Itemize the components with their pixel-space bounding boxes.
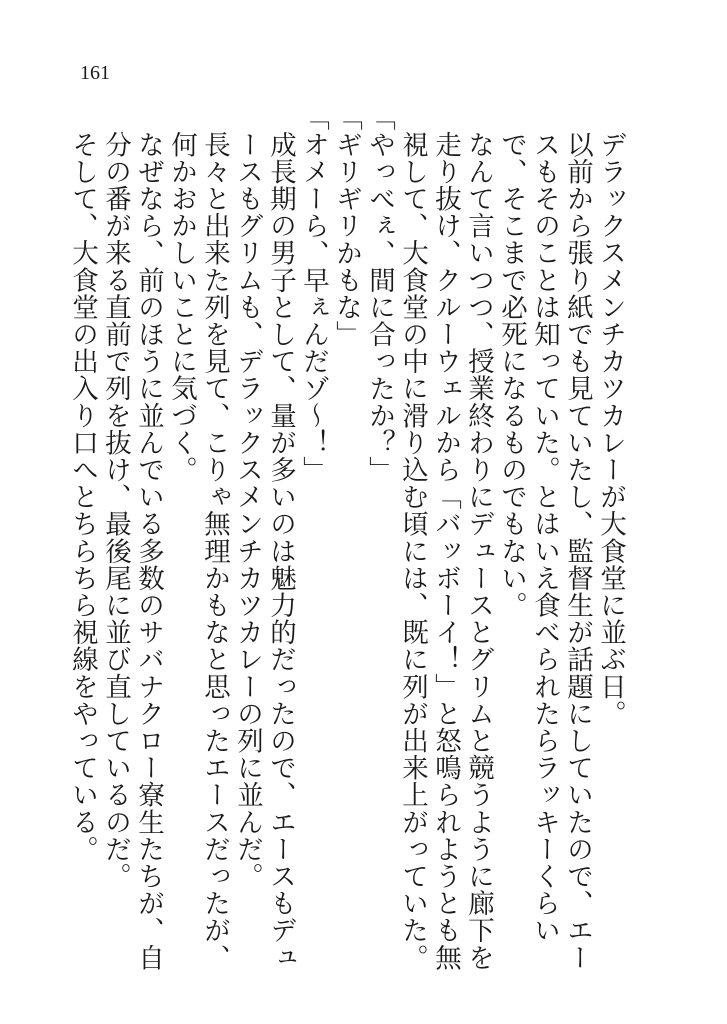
paragraph: 以前から張り紙でも見ていたし、監督生が話題にしていたので、エースもそのことは知っていた。とはいえ食べられたらラッキーくらいで、そこまで必死になるものでもない。 (496, 130, 593, 971)
vertical-text-body (66, 104, 627, 984)
dialogue-line: 「オメーら、早ぇんだゾ～！」 (298, 104, 329, 484)
paragraph: デラックスメンチカツカレーが大食堂に並ぶ日。 (595, 130, 626, 727)
paragraph: 成長期の男子として、量が多いのは魅力的だったので、エースもデュースもグリムも、デラックスメンチカツカレーの列に並んだ。 (232, 130, 296, 971)
dialogue-line: 「やっべぇ、間に合ったか？」 (364, 104, 395, 484)
paragraph: なんて言いつつ、授業終わりにデュースとグリムと競うように廊下を走り抜け、クルーウェルから「バッボーイ！」と怒鳴られようとも無視して、大食堂の中に滑り込む頃には、既に列が出来上がっていた。 (397, 130, 494, 971)
paragraph: そして、大食堂の出入り口へとちらちら視線をやっている。 (67, 130, 98, 863)
page-number: 161 (80, 62, 110, 84)
paragraph: なぜなら、前のほうに並んでいる多数のサバナクロー寮生たちが、自分の番が来る直前で列を抜け、最後尾に並び直しているのだ。 (100, 130, 164, 971)
dialogue-line: 「ギリギリかもな」 (331, 104, 362, 348)
paragraph: 長々と出来た列を見て、こりゃ無理かもなと思ったエースだったが、何かおかしいことに気づく。 (166, 130, 230, 971)
